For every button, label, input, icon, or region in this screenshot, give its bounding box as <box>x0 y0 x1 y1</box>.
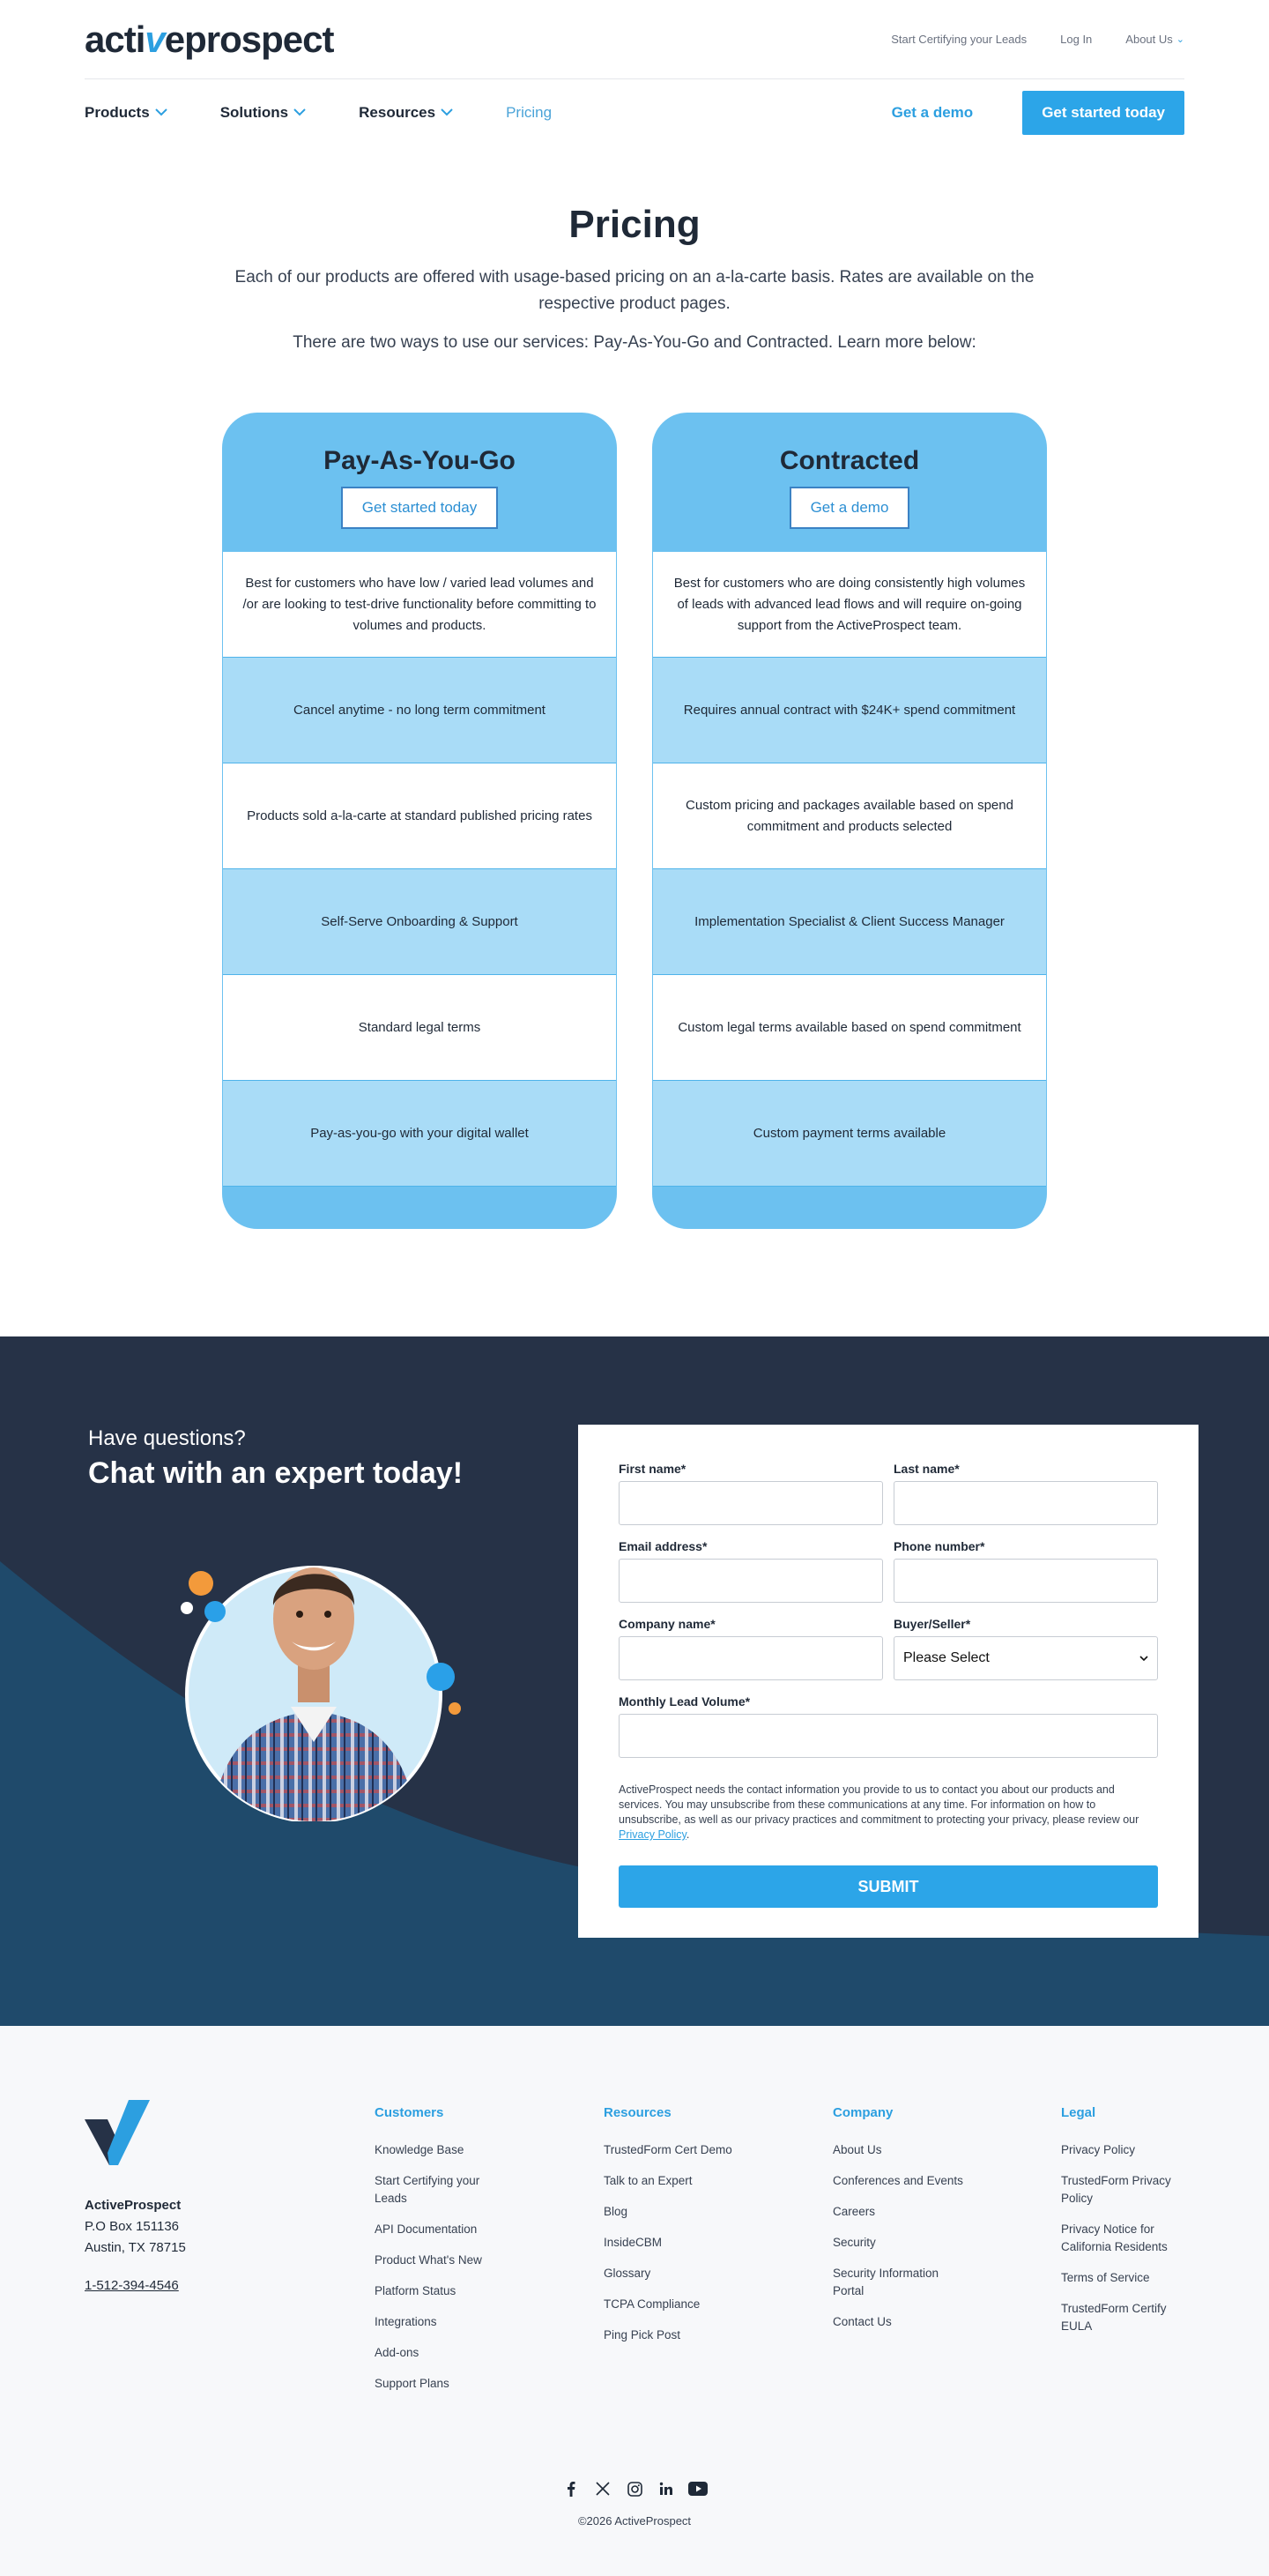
contact-form <box>578 1425 1198 1938</box>
hero-description: Each of our products are offered with usage-based pricing on an a-la-carte basis. Rates are available on the respective product pages. <box>234 268 1035 313</box>
footer-column-title: Customers <box>375 2105 444 2120</box>
footer-link[interactable]: Start Certifying your Leads <box>375 2174 480 2205</box>
footer-link[interactable]: Support Plans <box>375 2377 449 2390</box>
footer-address-line: P.O Box 151136 <box>85 2219 180 2234</box>
privacy-notice <box>619 1783 1158 1843</box>
plan-feature-row: Best for customers who are doing consistently high volumes of leads with advanced lead flows and will require on-going support from the ActiveProspect team. <box>653 552 1046 658</box>
first-name-input[interactable] <box>619 1481 883 1525</box>
footer-link[interactable]: Careers <box>833 2205 876 2218</box>
plan-title: Contracted <box>779 446 920 475</box>
get-demo-link[interactable]: Get a demo <box>891 103 974 121</box>
footer-link[interactable]: Add-ons <box>375 2346 419 2359</box>
nav-resources-label: Resources <box>359 103 436 121</box>
logo-text-post: eprospect <box>164 18 334 60</box>
footer-link[interactable]: Terms of Service <box>1061 2271 1150 2284</box>
utility-nav <box>891 33 1184 46</box>
footer-link[interactable]: Ping Pick Post <box>604 2328 681 2341</box>
last-name-label: Last name* <box>894 1462 960 1476</box>
footer-column-customers <box>375 2105 507 2406</box>
plan-feature-row: Requires annual contract with $24K+ spend commitment <box>653 658 1046 763</box>
footer-column-title: Resources <box>604 2105 672 2120</box>
pay-as-you-go-card <box>222 413 617 1229</box>
footer-link[interactable]: Privacy Notice for California Residents <box>1061 2222 1168 2253</box>
lead-volume-label: Monthly Lead Volume* <box>619 1694 751 1709</box>
submit-button[interactable]: SUBMIT <box>619 1865 1158 1908</box>
start-certifying-link[interactable]: Start Certifying your Leads <box>891 33 1028 46</box>
chevron-down-icon <box>441 108 453 116</box>
plan-feature-row: Products sold a-la-carte at standard published pricing rates <box>223 763 616 869</box>
nav-solutions-label: Solutions <box>219 103 289 121</box>
footer-link[interactable]: TrustedForm Certify EULA <box>1061 2302 1167 2333</box>
chevron-down-icon <box>155 108 167 116</box>
plan-feature-row: Implementation Specialist & Client Success Manager <box>653 869 1046 975</box>
top-bar <box>85 0 1184 79</box>
last-name-input[interactable] <box>894 1481 1158 1525</box>
x-icon[interactable] <box>593 2479 612 2498</box>
login-link[interactable]: Log In <box>1060 33 1093 46</box>
nav-products[interactable] <box>85 104 167 122</box>
plan-feature-row: Cancel anytime - no long term commitment <box>223 658 616 763</box>
chevron-down-icon: ⌄ <box>1176 34 1184 45</box>
contact-section <box>0 1336 1269 2026</box>
phone-input[interactable] <box>894 1559 1158 1603</box>
plan-feature-row: Custom payment terms available <box>653 1081 1046 1187</box>
chevron-down-icon <box>1139 1656 1148 1662</box>
footer-column-company <box>833 2105 965 2344</box>
footer-phone-link[interactable]: 1-512-394-4546 <box>85 2278 179 2293</box>
page-title: Pricing <box>568 203 701 246</box>
nav-products-label: Products <box>85 103 150 121</box>
plan-title: Pay-As-You-Go <box>323 446 516 475</box>
get-started-button[interactable]: Get started today <box>1022 91 1184 135</box>
buyer-seller-label: Buyer/Seller* <box>894 1617 971 1631</box>
youtube-icon[interactable] <box>688 2479 708 2498</box>
lead-volume-input[interactable] <box>619 1714 1158 1758</box>
pricing-hero <box>0 203 1269 356</box>
footer-column-resources <box>604 2105 736 2357</box>
facebook-icon[interactable] <box>561 2479 581 2498</box>
first-name-label: First name* <box>619 1462 686 1476</box>
activeprospect-logo[interactable] <box>85 19 333 61</box>
nav-solutions[interactable] <box>220 104 306 122</box>
footer-link[interactable]: InsideCBM <box>604 2236 663 2249</box>
plan-feature-row: Custom pricing and packages available based on spend commitment and products selected <box>653 763 1046 869</box>
hero-subtext: There are two ways to use our services: Pay-As-You-Go and Contracted. Learn more below: <box>293 333 976 352</box>
plan-get-demo-button[interactable]: Get a demo <box>790 487 910 529</box>
buyer-seller-select[interactable] <box>894 1636 1158 1680</box>
buyer-seller-value: Please Select <box>903 1650 990 1665</box>
plan-feature-row: Pay-as-you-go with your digital wallet <box>223 1081 616 1187</box>
privacy-notice-period: . <box>686 1828 690 1841</box>
footer-link[interactable]: Product What's New <box>375 2253 482 2267</box>
contracted-card <box>652 413 1047 1229</box>
copyright: ©2026 ActiveProspect <box>577 2514 692 2528</box>
email-input[interactable] <box>619 1559 883 1603</box>
activeprospect-mark-icon[interactable] <box>85 2100 150 2165</box>
footer-link[interactable]: Platform Status <box>375 2284 456 2297</box>
footer-link[interactable]: API Documentation <box>375 2222 478 2236</box>
plan-feature-row: Best for customers who have low / varied lead volumes and /or are looking to test-drive functionality before committing to volumes and products. <box>223 552 616 658</box>
contact-pretitle: Have questions? <box>88 1426 246 1450</box>
footer-link[interactable]: Glossary <box>604 2267 651 2280</box>
footer-link[interactable]: Security Information Portal <box>833 2267 939 2297</box>
plan-feature-row: Standard legal terms <box>223 975 616 1081</box>
plan-feature-row: Self-Serve Onboarding & Support <box>223 869 616 975</box>
footer-link[interactable]: TCPA Compliance <box>604 2297 701 2311</box>
company-input[interactable] <box>619 1636 883 1680</box>
nav-pricing[interactable]: Pricing <box>506 103 553 121</box>
footer-link[interactable]: Knowledge Base <box>375 2143 464 2156</box>
footer-address <box>85 2195 186 2259</box>
footer-column-title: Legal <box>1061 2105 1096 2120</box>
footer-link[interactable]: Privacy Policy <box>1061 2143 1136 2156</box>
privacy-policy-link[interactable]: Privacy Policy <box>619 1828 686 1841</box>
footer-link[interactable]: Security <box>833 2236 876 2249</box>
about-us-label: About Us <box>1125 33 1173 46</box>
footer-company-name: ActiveProspect <box>85 2198 182 2213</box>
footer-link[interactable]: Blog <box>604 2205 628 2218</box>
privacy-notice-text: ActiveProspect needs the contact information you provide to us to contact you about our products and services. You may unsubscribe from these communications at any time. For information on how to unsubscribe, as well as our privacy practices and commitment to protecting your privacy, please review our <box>619 1783 1139 1826</box>
footer-column-title: Company <box>833 2105 894 2120</box>
logo-text-v: v <box>145 18 165 60</box>
about-us-dropdown[interactable] <box>1125 33 1184 46</box>
phone-label: Phone number* <box>894 1539 985 1553</box>
social-links <box>0 2479 1269 2498</box>
instagram-icon[interactable] <box>625 2479 644 2498</box>
plan-feature-row: Custom legal terms available based on spend commitment <box>653 975 1046 1081</box>
footer-link[interactable]: Talk to an Expert <box>604 2174 693 2187</box>
plan-get-started-button[interactable]: Get started today <box>341 487 498 529</box>
nav-resources[interactable] <box>359 104 453 122</box>
footer-column-legal <box>1061 2105 1193 2349</box>
linkedin-icon[interactable] <box>657 2479 676 2498</box>
chevron-down-icon <box>293 108 306 116</box>
expert-avatar <box>167 1522 476 1821</box>
email-label: Email address* <box>619 1539 708 1553</box>
footer-link[interactable]: About Us <box>833 2143 882 2156</box>
footer-link[interactable]: Conferences and Events <box>833 2174 963 2187</box>
footer-link[interactable]: Integrations <box>375 2315 437 2328</box>
main-nav <box>85 79 1184 145</box>
footer-link[interactable]: TrustedForm Privacy Policy <box>1061 2174 1171 2205</box>
logo-text-pre: acti <box>85 18 145 60</box>
footer-link[interactable]: TrustedForm Cert Demo <box>604 2143 732 2156</box>
footer-address-line: Austin, TX 78715 <box>85 2240 186 2255</box>
footer-link[interactable]: Contact Us <box>833 2315 892 2328</box>
company-label: Company name* <box>619 1617 716 1631</box>
contact-title: Chat with an expert today! <box>88 1456 464 1490</box>
